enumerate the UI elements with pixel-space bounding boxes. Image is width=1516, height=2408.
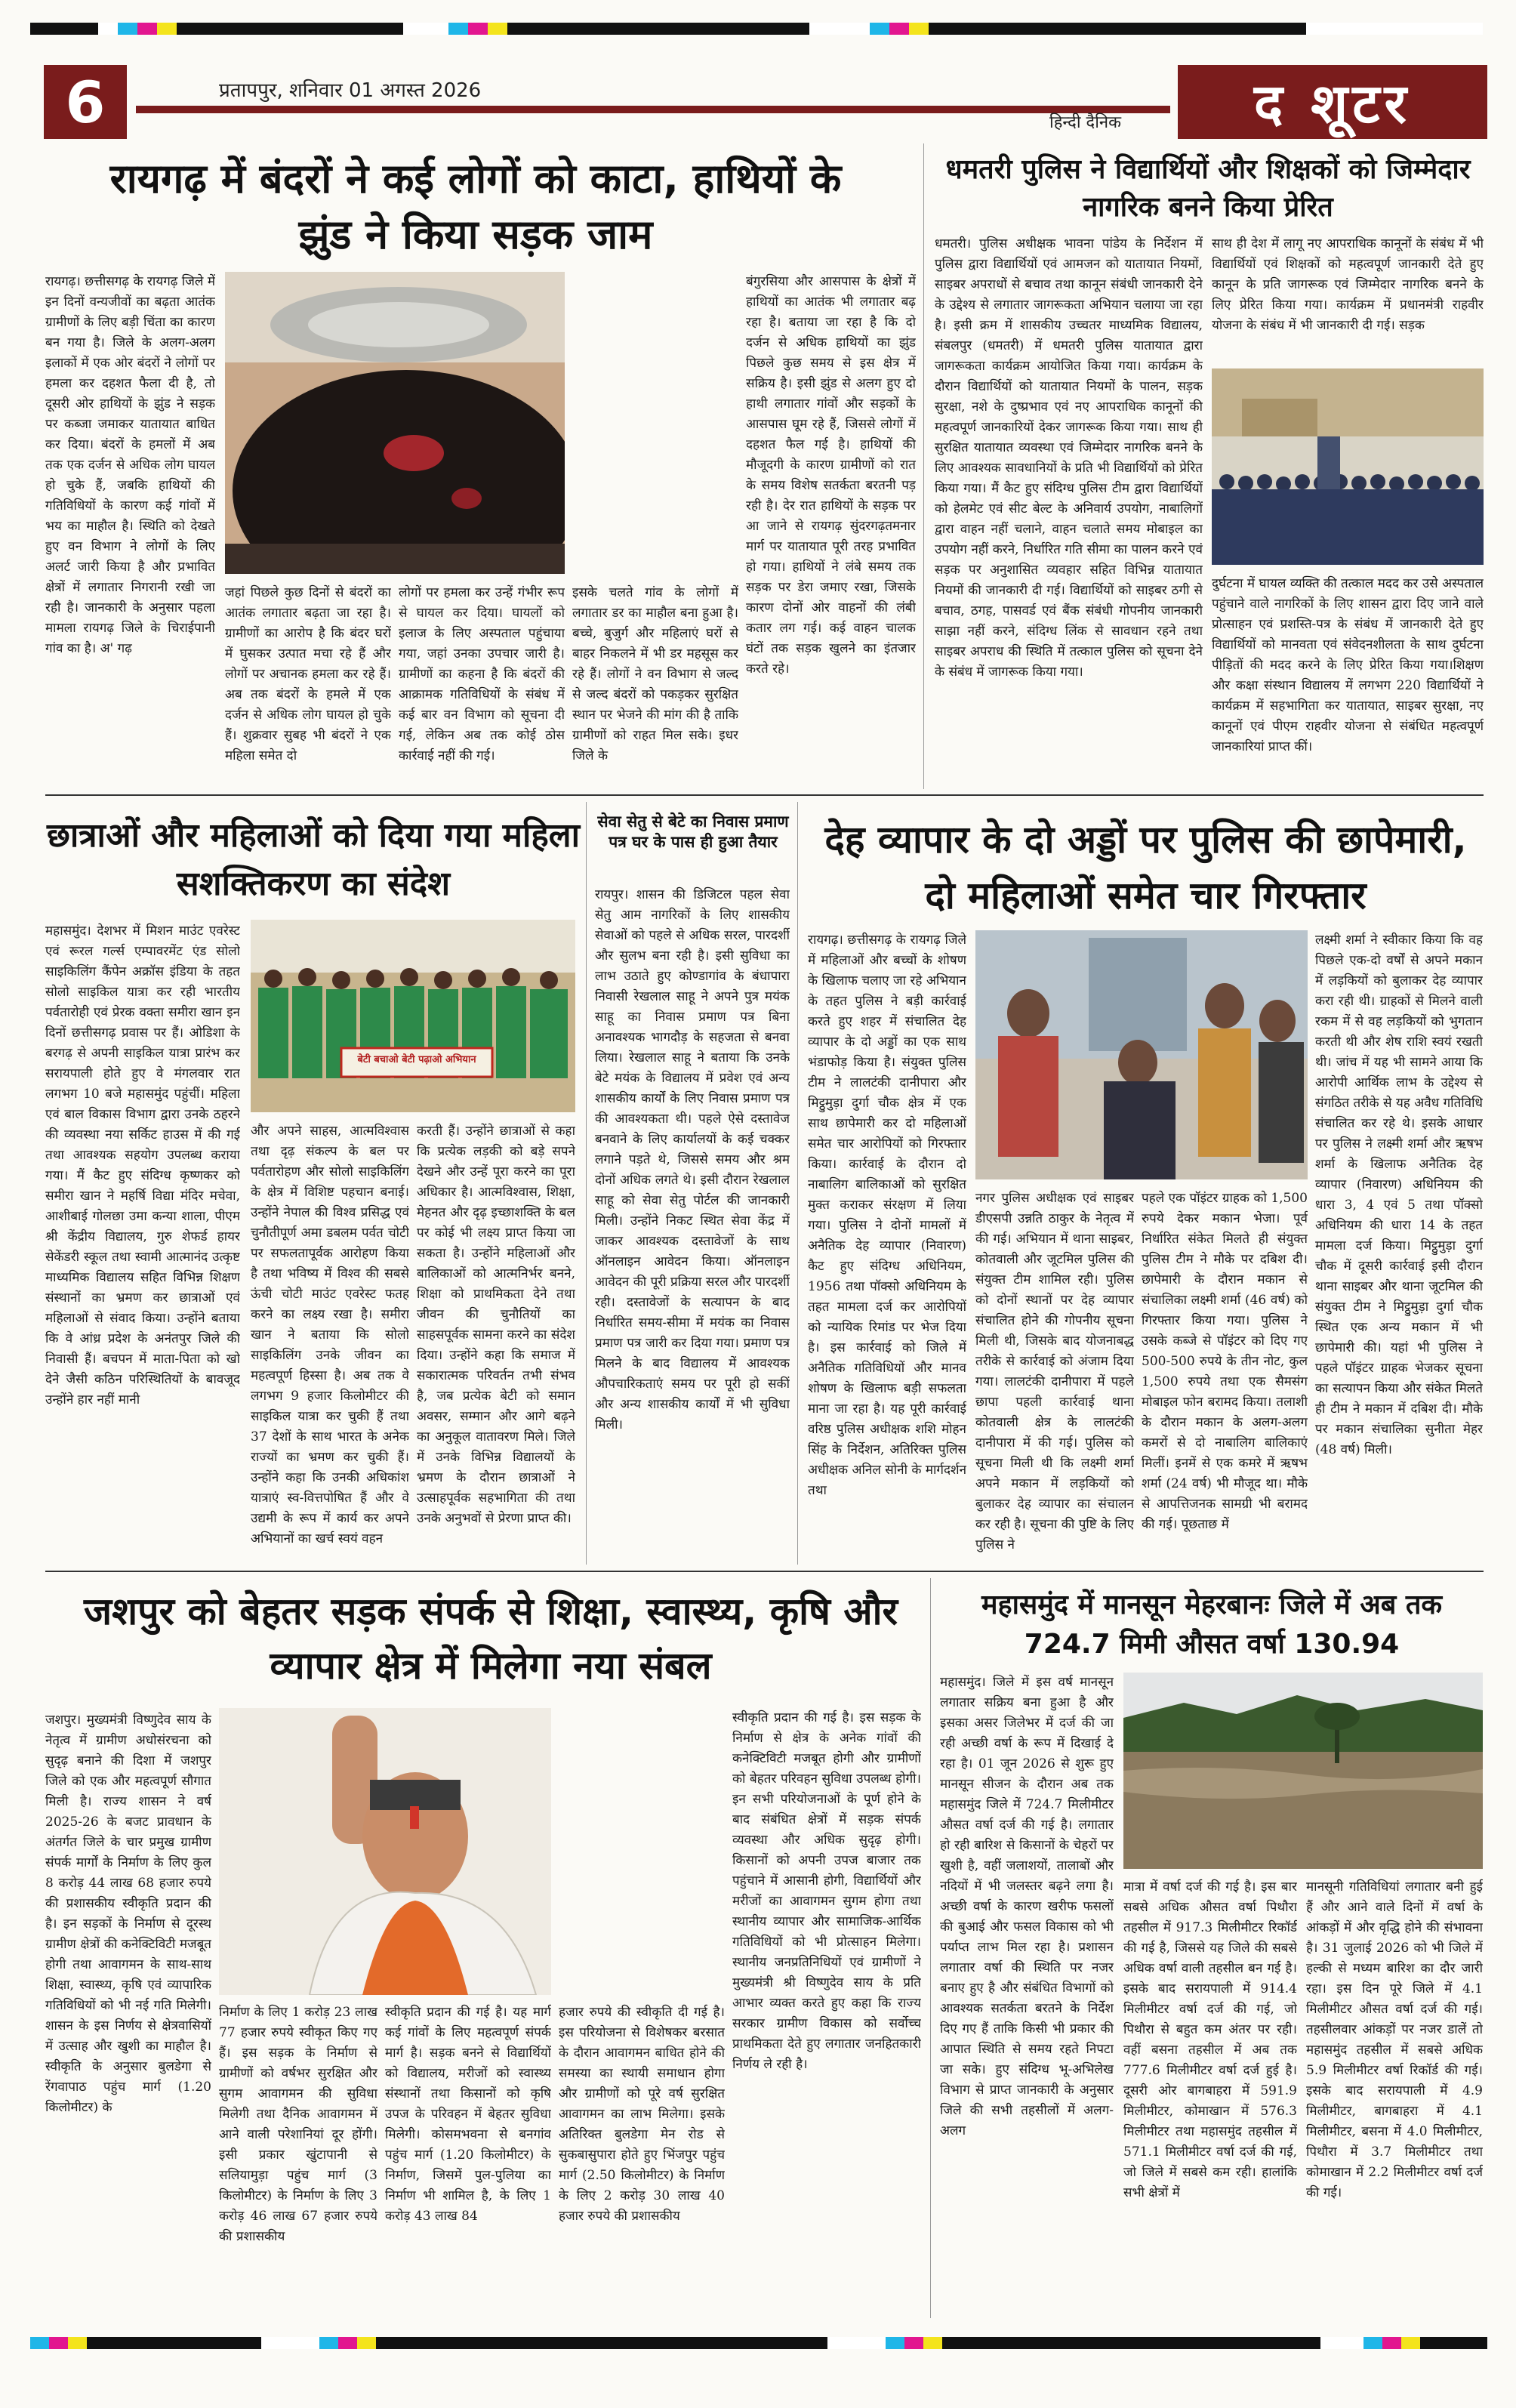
story1-column-2: जहां पिछले कुछ दिनों से बंदरों का आतंक लगातार बढ़ता जा रहा है। ग्रामीणों का आरोप है कि बंदर घरों में घुसकर उत्पात मचा रहे हैं और लोगों पर अचानक हमला कर रहे हैं। अब तक बंदरों के हमले में एक दर्जन से अधिक लोग घायल हो चुके हैं। शुक्रवार सुबह भी बंदरों ने एक महिला समेत दो (225, 585, 391, 763)
story2-column-2-bottom: दुर्घटना में घायल व्यक्ति की तत्काल मदद कर उसे अस्पताल पहुंचाने वाले नागरिकों के लिए शासन द्वारा दिए जाने वाले प्रोत्साहन एवं प्रशस्ति-पत्र के संबंध में जानकारी देते हुए विद्यार्थियों को मानवता एवं संवेदनशीलता के साथ दुर्घटना पीड़ितों की मदद करने के लिए प्रेरित किया गया।शिक्षण और कक्षा संस्थान विद्यालय में लगभग 220 विद्यार्थियों ने कार्यक्रम में सहभागिता कर यातायात, साइबर सुरक्षा, नए कानूनों एवं पीएम राहवीर योजना से संबंधित महत्वपूर्ण जानकारियां प्राप्त कीं। (1212, 576, 1484, 754)
story7-column-3: मानसूनी गतिविधियां लगातार बनी हुई हैं और आने वाले दिनों में वर्षा के आंकड़ों में और वृद्धि होने की संभावना है। 31 जुलाई 2026 को भी जिले में हल्की से मध्यम बारिश का दौर जारी रहा। इस दिन पूरे जिले में 4.1 मिलीमीटर औसत वर्षा दर्ज की गई। तहसीलवार आंकड़ों पर नजर डालें तो महासमुंद तहसील में सबसे अधिक 5.9 मिलीमीटर वर्षा रिकॉर्ड की गई। इसके बाद सरायपाली में 4.9 मिलीमीटर, बागबाहरा में 4.1 मिलीमीटर, बसना में 4.0 मिलीमीटर, पिथौरा में 3.7 मिलीमीटर तथा कोमाखान में 2.2 मिलीमीटर वर्षा दर्ज की गई। (1306, 1879, 1483, 2200)
masthead (30, 65, 1487, 139)
photo-banner-text: बेटी बचाओ बेटी पढ़ाओ अभियान (357, 1054, 476, 1065)
section-rule (45, 1571, 1484, 1572)
color-registration-bar-top (30, 23, 1487, 35)
story6-column-4: हजार रुपये की स्वीकृति दी गई है। इस परियोजना से विशेषकर बरसात के दौरान आवागमन बाधित होने की समस्या का स्थायी समाधान होगा और ग्रामीणों को पूरे वर्ष सुरक्षित आवागमन का लाभ मिलेगा। इसके अतिरिक्त बुलडेगा मेन रोड से सुकबासुपारा होते हुए भिंजपुर पहुंच मार्ग (2.50 किलोमीटर) के निर्माण के लिए 2 करोड़ 30 लाख 40 हजार रुपये की प्रशासकीय (559, 2005, 725, 2224)
story1-column-1: रायगढ़। छत्तीसगढ़ के रायगढ़ जिले में इन दिनों वन्यजीवों का बढ़ता आतंक ग्रामीणों के लिए बड़ी चिंता का कारण बन गया है। जिले के अलग-अलग इलाकों में एक ओर बंदरों ने लोगों पर हमला कर दहशत फैला दी है, तो दूसरी ओर हाथियों के झुंड ने सड़क पर कब्जा जमाकर यातायात बाधित कर दिया। बंदरों के हमलों में अब तक एक दर्जन से अधिक लोग घायल हो चुके हैं, जबकि हाथियों की गतिविधियों के कारण कई गांवों में भय का माहौल है। स्थिति को देखते हुए वन विभाग ने लोगों के लिए अलर्ट जारी किया है और प्रभावित क्षेत्रों में लगातार निगरानी रखी जा रही है। जानकारी के अनुसार पहला मामला रायगढ़ जिले के चिराईपानी गांव का है। अ' गढ़ (45, 274, 215, 656)
story7-column-2: मात्रा में वर्षा दर्ज की गई है। इस बार सबसे अधिक औसत वर्षा पिथौरा तहसील में 917.3 मिलीमीटर रिकॉर्ड की गई है, जिससे यह जिले की सबसे अधिक वर्षा वाली तहसील बन गई है। इसके बाद सरायपाली में 914.4 मिलीमीटर वर्षा दर्ज की गई, जो पिथौरा से बहुत कम अंतर पर रही। वहीं बसना तहसील में अब तक 777.6 मिलीमीटर वर्षा दर्ज हुई है। दूसरी ओर बागबाहरा में 591.9 मिलीमीटर, कोमाखान में 576.3 मिलीमीटर तथा महासमुंद तहसील में 571.1 मिलीमीटर वर्षा दर्ज की गई, जो जिले में सबसे कम रही। हालांकि सभी क्षेत्रों में (1123, 1879, 1297, 2200)
story3-headline: छात्राओं और महिलाओं को दिया गया महिला सशक्तिकरण का संदेश (47, 816, 580, 903)
story3-column-3: करती हैं। उन्होंने छात्राओं से कहा कि प्रत्येक लड़की को बड़े सपने देखने और उन्हें पूरा करने का पूरा अधिकार है। आत्मविश्वास, शिक्षा, मेहनत और दृढ़ इच्छाशक्ति के बल पर कोई भी लक्ष्य प्राप्त किया जा सकता है। उन्होंने महिलाओं और बालिकाओं को आत्मनिर्भर बनने, शिक्षा को प्राथमिकता देने तथा जीवन की चुनौतियों का साहसपूर्वक सामना करने का संदेश दिया। उन्होंने कहा कि समाज में सकारात्मक परिवर्तन तभी संभव है, जब प्रत्येक बेटी को समान अवसर, सम्मान और आगे बढ़ने का अनुकूल वातावरण मिले। जिले में उनके विभिन्न विद्यालयों के भ्रमण के दौरान छात्राओं ने उत्साहपूर्वक सहभागिता की तथा उनके अनुभवों से प्रेरणा प्राप्त की। (417, 1124, 575, 1526)
story5-column-4: लक्ष्मी शर्मा ने स्वीकार किया कि वह पिछले एक-दो वर्षों से अपने मकान में लड़कियों को बुलाकर देह व्यापार करा रही थी। ग्राहकों से मिलने वाली रकम में से वह लड़कियों को भुगतान करती थी और शेष राशि स्वयं रखती थी। जांच में यह भी सामने आया कि आरोपी आर्थिक लाभ के उद्देश्य से संगठित तरीके से यह अवैध गतिविधि संचालित कर रहे थे। इसके आधार पर पुलिस ने लक्ष्मी शर्मा और ऋषभ शर्मा के खिलाफ अनैतिक देह व्यापार (निवारण) अधिनियम की धारा 3, 4 एवं 5 तथा पॉक्सो अधिनियम की धारा 14 के तहत मामला दर्ज किया। मिट्ठुमुड़ा दुर्गा चौक में दूसरी कार्रवाई इसी दौरान थाना साइबर और थाना जूटमिल की संयुक्त टीम ने मिट्ठुमुड़ा दुर्गा चौक स्थित एक अन्य मकान में भी छापेमारी की। यहां भी पुलिस ने पहले पॉइंटर ग्राहक भेजकर सूचना का सत्यापन किया और संकेत मिलते ही टीम ने मकान में दबिश दी। मौके पर मकान संचालिका सुनीता मेहर (48 वर्ष) मिली। (1315, 933, 1483, 1457)
story3-photo-schoolgirls-group (251, 920, 575, 1112)
story6-column-5: स्वीकृति प्रदान की गई है। इस सड़क के निर्माण से क्षेत्र के अनेक गांवों की कनेक्टिविटी मजबूत होगी और ग्रामीणों को बेहतर परिवहन सुविधा उपलब्ध होगी। इन सभी परियोजनाओं के पूर्ण होने के बाद संबंधित क्षेत्रों में सड़क संपर्क व्यवस्था और अधिक सुदृढ़ होगी। किसानों को अपनी उपज बाजार तक पहुंचाने में आसानी होगी, विद्यार्थियों और मरीजों का आवागमन सुगम होगा तथा स्थानीय व्यापार और सामाजिक-आर्थिक गतिविधियों को भी प्रोत्साहन मिलेगा। स्थानीय जनप्रतिनिधियों एवं ग्रामीणों ने मुख्यमंत्री श्री विष्णुदेव साय के प्रति आभार व्यक्त करते हुए कहा कि राज्य सरकार ग्रामीण विकास को सर्वोच्च प्राथमिकता देते हुए लगातार जनहितकारी निर्णय ले रही है। (732, 1710, 921, 2072)
story6-photo-chief-minister (219, 1708, 551, 1995)
edition-label: हिन्दी दैनिक (1049, 113, 1122, 132)
story6-column-2: निर्माण के लिए 1 करोड़ 23 लाख 77 हजार रुपये स्वीकृत किए गए हैं। इस सड़क के निर्माण से ग्रामीणों को वर्षभर सुरक्षित और सुगम आवागमन की सुविधा मिलेगी तथा दैनिक आवागमन में आने वाली परेशानियां दूर होंगी। इसी प्रकार खुंटापानी से सलियामुड़ा पहुंच मार्ग (3 किलोमीटर) के निर्माण के लिए 3 करोड़ 46 लाख 67 हजार रुपये की प्रशासकीय (219, 2005, 377, 2244)
page-number: 6 (44, 65, 127, 139)
divider (797, 802, 798, 1565)
story7-column-1: महासमुंद। जिले में इस वर्ष मानसून लगातार सक्रिय बना हुआ है और इसका असर जिलेभर में दर्ज की जा रही अच्छी वर्षा के रूप में दिखाई दे रहा है। 01 जून 2026 से शुरू हुए मानसून सीजन के दौरान अब तक महासमुंद जिले में 724.7 मिलीमीटर औसत वर्षा दर्ज की गई है। लगातार हो रही बारिश से किसानों के चेहरों पर खुशी है, वहीं जलाशयों, तालाबों और नदियों में भी जलस्तर बढ़ने लगा है। अच्छी वर्षा के कारण खरीफ फसलों की बुआई और फसल विकास को भी पर्याप्त लाभ मिल रहा है। प्रशासन लगातार वर्षा की स्थिति पर नजर बनाए हुए है और संबंधित विभागों को आवश्यक सतर्कता बरतने के निर्देश दिए गए हैं ताकि किसी भी प्रकार की आपात स्थिति से समय रहते निपटा जा सके। हुए संदिग्ध भू-अभिलेख विभाग से प्राप्त जानकारी के अनुसार जिले की सभी तहसीलों में अलग-अलग (940, 1675, 1114, 2138)
story4-body: रायपुर। शासन की डिजिटल पहल सेवा सेतु आम नागरिकों के लिए शासकीय सेवाओं को पहले से अधिक सरल, पारदर्शी और सुलभ बना रही है। इसी सुविधा का लाभ उठाते हुए कोण्डागांव के बंधापारा निवासी रेखलाल साहू ने अपने पुत्र मयंक साहू का निवास प्रमाण पत्र बिना अनावश्यक भागदौड़ के सहजता से बनवा लिया। रेखलाल साहू ने बताया कि उनके बेटे मयंक के विद्यालय में प्रवेश एवं अन्य शासकीय कार्यों के लिए निवास प्रमाण पत्र की आवश्यकता थी। पहले ऐसे दस्तावेज बनवाने के लिए कार्यालयों के कई चक्कर लगाने पड़ते थे, जिससे समय और श्रम दोनों अधिक लगते थे। इसी दौरान रेखलाल साहू को सेवा सेतु पोर्टल की जानकारी मिली। उन्होंने निकट स्थित सेवा केंद्र में जाकर आवश्यक दस्तावेजों के साथ ऑनलाइन आवेदन किया। ऑनलाइन आवेदन की पूरी प्रक्रिया सरल और पारदर्शी रही। दस्तावेजों के सत्यापन के बाद निर्धारित समय-सीमा में मयंक का निवास प्रमाण पत्र जारी कर दिया गया। प्रमाण पत्र मिलने के बाद विद्यालय में आवश्यक औपचारिकताएं समय पर पूरी हो सकीं और अन्य शासकीय कार्यों में भी सुविधा मिली। (595, 887, 790, 1432)
color-registration-bar-bottom (30, 2337, 1487, 2349)
story7-headline: महासमुंद में मानसून मेहरबानः जिले में अब तक 724.7 मिमी औसत वर्षा 130.94 (981, 1589, 1443, 1660)
story1-photo-injured-head (225, 272, 565, 574)
story5-column-1: रायगढ़। छत्तीसगढ़ के रायगढ़ जिले में महिलाओं और बच्चों के शोषण के खिलाफ चलाए जा रहे अभियान के तहत पुलिस ने बड़ी कार्रवाई करते हुए शहर में संचालित देह व्यापार के दो अड्डों का एक साथ भंडाफोड़ किया है। संयुक्त पुलिस टीम ने लालटंकी दानीपारा और मिट्ठुमुड़ा दुर्गा चौक क्षेत्र में एक साथ छापेमारी कर दो महिलाओं समेत चार आरोपियों को गिरफ्तार किया। कार्रवाई के दौरान दो नाबालिग बालिकाओं को सुरक्षित मुक्त कराकर संरक्षण में लिया गया। पुलिस ने दोनों मामलों में अनैतिक देह व्यापार (निवारण) कैट हुए संदिग्ध अधिनियम, 1956 तथा पॉक्सो अधिनियम के तहत मामला दर्ज कर आरोपियों को न्यायिक रिमांड पर भेज दिया है। इस कार्रवाई को जिले में अनैतिक गतिविधियों और मानव शोषण के खिलाफ बड़ी सफलता माना जा रहा है। यह पूरी कार्रवाई वरिष्ठ पुलिस अधीक्षक शशि मोहन सिंह के निर्देशन, अतिरिक्त पुलिस अधीक्षक अनिल सोनी के मार्गदर्शन तथा (808, 933, 966, 1498)
story6-column-3: स्वीकृति प्रदान की गई है। यह मार्ग कई गांवों के लिए महत्वपूर्ण संपर्क मार्ग है। सड़क बनने से विद्यार्थियों को विद्यालय, मरीजों को स्वास्थ्य संस्थानों तथा किसानों को कृषि उपज के परिवहन में बेहतर सुविधा मिलेगी। कोसमभवना से बनगांव पहुंच मार्ग (1.20 किलोमीटर) के निर्माण, जिसमें पुल-पुलिया का निर्माण भी शामिल है, के लिए 1 करोड़ 43 लाख 84 (385, 2005, 551, 2224)
masthead-rule (136, 106, 1170, 113)
story4-headline: सेवा सेतु से बेटे का निवास प्रमाण पत्र घर के पास ही हुआ तैयार (597, 812, 789, 851)
story7-photo-flooded-river (1123, 1673, 1483, 1869)
story3-column-2: और अपने साहस, आत्मविश्वास तथा दृढ़ संकल्प के बल पर पर्वतारोहण और सोलो साइकिलिंग के क्षेत्र में विशिष्ट पहचान बनाई। उन्होंने नेपाल की विश्व प्रसिद्ध एवं चुनौतीपूर्ण अमा डबलम पर्वत चोटी पर सफलतापूर्वक आरोहण किया है तथा भविष्य में विश्व की सबसे ऊंची चोटी माउंट एवरेस्ट फतह करने का लक्ष्य रखा है। समीरा खान ने बताया कि सोलो साइकिलिंग उनके जीवन का महत्वपूर्ण हिस्सा है। अब तक वे लगभग 9 हजार किलोमीटर की साइकिल यात्रा कर चुकी हैं तथा 37 देशों के साथ भारत के अनेक राज्यों का भ्रमण कर चुकी हैं। उन्होंने कहा कि उनकी अधिकांश यात्राएं स्व-वित्तपोषित हैं और वे उद्यमी के रूप में कार्य कर अपने अभियानों का खर्च स्वयं वहन (251, 1124, 409, 1546)
section-rule (45, 794, 1484, 796)
newspaper-page (30, 0, 1487, 2408)
story1-headline: रायगढ़ में बंदरों ने कई लोगों को काटा, हाथियों के झुंड ने किया सड़क जाम (109, 155, 842, 258)
story5-column-3: पहले एक पॉइंटर ग्राहक को 1,500 रुपये देकर मकान भेजा। पूर्व निर्धारित संकेत मिलते ही संयुक्त पुलिस टीम ने मौके पर दबिश दी। छापेमारी के दौरान मकान से संचालिका लक्ष्मी शर्मा (46 वर्ष) को गिरफ्तार किया गया। पुलिस ने उसके कब्जे से पॉइंटर को दिए गए 500-500 रुपये के तीन नोट, कुल 1,500 रुपये तथा एक सैमसंग मोबाइल फोन बरामद किया। तलाशी के दौरान मकान के अलग-अलग कमरों से दो नाबालिग बालिकाएं मिलीं। इनमें से एक कमरे में ऋषभ शर्मा (24 वर्ष) भी मौजूद था। मौके से आपत्तिजनक सामग्री भी बरामद की गई। पूछताछ में (1142, 1191, 1308, 1532)
divider (586, 802, 587, 1565)
divider (930, 1578, 931, 2318)
story5-headline: देह व्यापार के दो अड्डों पर पुलिस की छापेमारी, दो महिलाओं समेत चार गिरफ्तार (824, 818, 1467, 917)
story2-column-1: धमतरी। पुलिस अधीक्षक भावना पांडेय के निर्देशन में पुलिस द्वारा विद्यार्थियों एवं आमजन को यातायात नियमों, साइबर अपराधों से बचाव तथा कानून संबंधी जानकारी देने के उद्देश्य से लगातार जागरूकता अभियान चलाया जा रहा है। इसी क्रम में शासकीय उच्चतर माध्यमिक विद्यालय, संबलपुर (धमतरी) में धमतरी पुलिस यातायात द्वारा जागरूकता कार्यक्रम आयोजित किया गया। कार्यक्रम के दौरान विद्यार्थियों को यातायात नियमों के पालन, सड़क सुरक्षा, नशे के दुष्प्रभाव एवं नए आपराधिक कानूनों की महत्वपूर्ण जानकारियों देकर जागरूक किया गया। साथ ही सुरक्षित यातायात व्यवस्था एवं जिम्मेदार नागरिक बनने के लिए आवश्यक सावधानियों के प्रति भी विद्यार्थियों को प्रेरित किया गया। मैं कैट हुए संदिग्ध पुलिस टीम द्वारा विद्यार्थियों को हेलमेट एवं सीट बेल्ट के अनिवार्य उपयोग, नाबालिगों द्वारा वाहन नहीं चलाने, वाहन चलाते समय मोबाइल का उपयोग नहीं करने, निर्धारित गति सीमा का पालन करने एवं सड़क पर अनुशासित व्यवहार सहित विभिन्न यातायात नियमों की जानकारी दी गई। विद्यार्थियों को साइबर ठगी से बचाव, ठगह, पासवर्ड एवं बैंक संबंधी गोपनीय जानकारी साझा नहीं करने, संदिग्ध लिंक से सावधान रहने तथा साइबर अपराध की स्थिति में तत्काल पुलिस को सूचना देने के संबंध में जागरूक किया गया। (935, 236, 1203, 680)
story1-column-3: लोगों पर हमला कर उन्हें गंभीर रूप से घायल कर दिया। घायलों को इलाज के लिए अस्पताल पहुंचाया गया, जहां उनका उपचार जारी है। ग्रामीणों का कहना है कि बंदरों की आक्रामक गतिविधियों के संबंध में कई बार वन विभाग को सूचना दी गई, लेकिन अब तक कोई ठोस कार्रवाई नहीं की गई। (399, 585, 565, 763)
story2-column-2-top: साथ ही देश में लागू नए आपराधिक कानूनों के संबंध में भी विद्यार्थियों एवं शिक्षकों को महत्वपूर्ण जानकारी देते हुए कानून के प्रति जागरूक एवं जिम्मेदार नागरिक बनने के लिए प्रेरित किया गया। कार्यक्रम में प्रधानमंत्री राहवीर योजना के संबंध में भी जानकारी दी गई। सड़क (1212, 236, 1484, 333)
story6-column-1: जशपुर। मुख्यमंत्री विष्णुदेव साय के नेतृत्व में ग्रामीण अधोसंरचना को सुदृढ़ बनाने की दिशा में जशपुर जिले को एक और महत्वपूर्ण सौगात मिली है। राज्य शासन ने वर्ष 2025-26 के बजट प्रावधान के अंतर्गत जिले के चार प्रमुख ग्रामीण संपर्क मार्गों के निर्माण के लिए कुल 8 करोड़ 44 लाख 68 हजार रुपये की प्रशासकीय स्वीकृति प्रदान की है। इन सड़कों के निर्माण से दूरस्थ ग्रामीण क्षेत्रों की कनेक्टिविटी मजबूत होगी तथा आवागमन के साथ-साथ शिक्षा, स्वास्थ्य, कृषि एवं व्यापारिक गतिविधियों को भी नई गति मिलेगी। शासन के इस निर्णय से क्षेत्रवासियों में उत्साह और खुशी का माहौल है। स्वीकृति के अनुसार बुलडेगा से रेंगवापाठ पहुंच मार्ग (1.20 किलोमीटर) के (45, 1713, 211, 2115)
dateline: प्रतापपुर, शनिवार 01 अगस्त 2026 (219, 79, 482, 102)
story5-column-2: नगर पुलिस अधीक्षक एवं साइबर डीएसपी उन्नति ठाकुर के नेतृत्व में की गई। अभियान में थाना साइबर, कोतवाली और जूटमिल पुलिस की संयुक्त टीम शामिल रही। पुलिस को दोनों स्थानों पर देह व्यापार संचालित होने की गोपनीय सूचना मिली थी, जिसके बाद योजनाबद्ध तरीके से कार्रवाई को अंजाम दिया गया। लालटंकी दानीपारा में पहले छापा पहली कार्रवाई थाना कोतवाली क्षेत्र के लालटंकी दानीपारा में की गई। पुलिस को सूचना मिली थी कि लक्ष्मी शर्मा अपने मकान में लड़कियों को बुलाकर देह व्यापार का संचालन कर रही है। सूचना की पुष्टि के लिए पुलिस ने (975, 1191, 1134, 1552)
story6-headline: जशपुर को बेहतर सड़क संपर्क से शिक्षा, स्वास्थ्य, कृषि और व्यापार क्षेत्र में मिलेगा नया संबल (84, 1589, 898, 1688)
story1-column-4: इसके चलते गांव के लोगों में लगातार डर का माहौल बना हुआ है। बच्चे, बुजुर्ग और महिलाएं घरों से बाहर निकलने में भी डर महसूस कर रहे हैं। लोगों ने वन विभाग से जल्द से जल्द बंदरों को पकड़कर सुरक्षित स्थान पर भेजने की मांग की है ताकि ग्रामीणों को राहत मिल सके। इधर जिले के (572, 585, 738, 763)
story3-column-1: महासमुंद। देशभर में मिशन माउंट एवरेस्ट एवं रूरल गर्ल्स एम्पावरमेंट एंड सोलो साइकिलिंग कैंपेन अक्रॉस इंडिया के तहत सोलो साइकिल यात्रा कर रही भारतीय पर्वतारोही एवं प्रेरक वक्ता समीरा खान इन दिनों छत्तीसगढ़ प्रवास पर हैं। ओडिशा के बरगढ़ से अपनी साइकिल यात्रा प्रारंभ कर सरायपाली होते हुए वे मंगलवार रात लगभग 10 बजे महासमुंद पहुंचीं। महिला एवं बाल विकास विभाग द्वारा उनके ठहरने की व्यवस्था नया सर्किट हाउस में की गई तथा आवश्यक सहयोग उपलब्ध कराया गया। मैं कैट हुए संदिग्ध कृष्णकर को समीरा खान ने महर्षि विद्या मंदिर मचेवा, आशीबाई गोलछा उमा कन्या शाला, पीएम श्री केंद्रीय विद्यालय, गुरु शेफर्ड हायर सेकेंडरी स्कूल तथा स्वामी आत्मानंद उत्कृष्ट माध्यमिक विद्यालय सहित विभिन्न शिक्षण संस्थानों का भ्रमण कर छात्राओं एवं महिलाओं से संवाद किया। उन्होंने बताया कि वे आंध्र प्रदेश के अनंतपुर जिले की निवासी हैं। बचपन में माता-पिता को खो देने जैसी कठिन परिस्थितियों के बावजूद उन्होंने हार नहीं मानी (45, 923, 240, 1407)
story1-column-5: बंगुरसिया और आसपास के क्षेत्रों में हाथियों का आतंक भी लगातार बढ़ रहा है। बताया जा रहा है कि दो दर्जन से अधिक हाथियों का झुंड पिछले कुछ समय से इस क्षेत्र में सक्रिय है। इसी झुंड से अलग हुए दो हाथी लगातार गांवों और सड़कों के आसपास घूम रहे हैं, जिससे लोगों में दहशत फैल गई है। हाथियों की मौजूदगी के कारण ग्रामीणों को रात के समय विशेष सतर्कता बरतनी पड़ रही है। देर रात हाथियों के सड़क पर आ जाने से रायगढ़ सुंदरगढ़तमनार मार्ग पर यातायात पूरी तरह प्रभावित हो गया। हाथियों ने लंबे समय तक सड़क पर डेरा जमाए रखा, जिसके कारण दोनों ओर वाहनों की लंबी कतार लग गई। कई वाहन चालक घंटों तक सड़क खुलने का इंतजार करते रहे। (746, 274, 916, 677)
story5-photo-accused-arrested (975, 930, 1308, 1179)
story2-photo-students-assembly (1212, 368, 1484, 565)
newspaper-brand: द शूटर (1178, 65, 1487, 139)
story2-headline: धमतरी पुलिस ने विद्यार्थियों और शिक्षकों को जिम्मेदार नागरिक बनने किया प्रेरित (945, 154, 1471, 223)
divider (923, 143, 924, 789)
